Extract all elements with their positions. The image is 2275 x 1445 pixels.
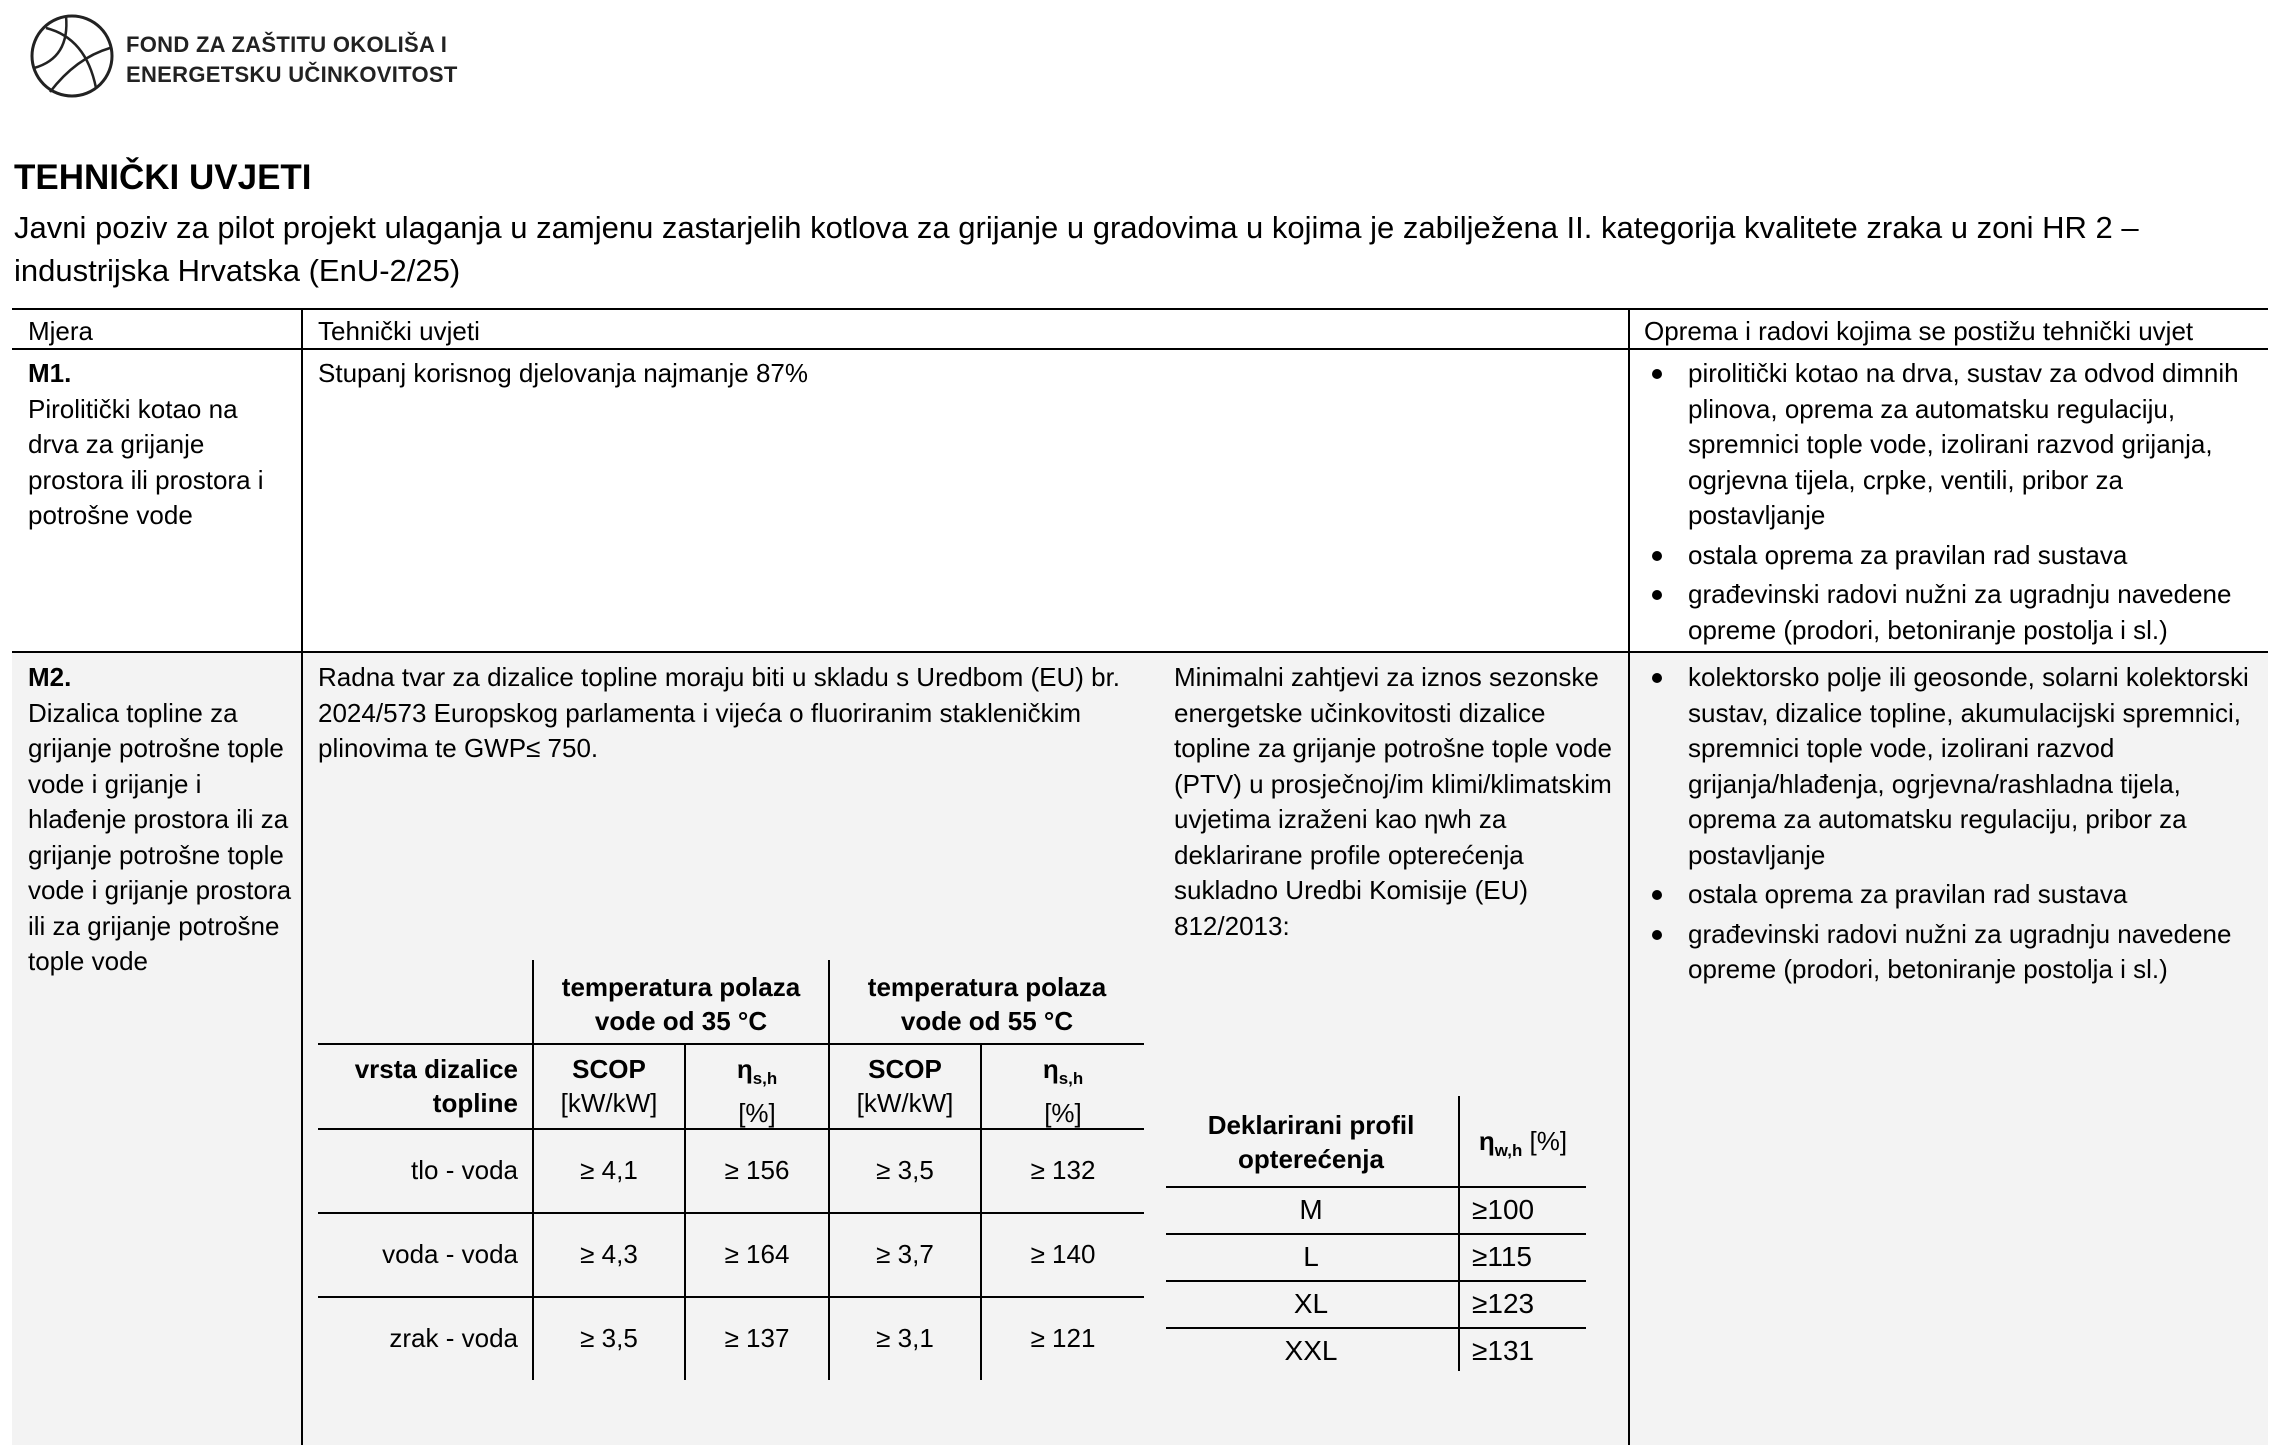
header-heat-pump-type: vrsta dizalice topline [354,1054,518,1118]
list-item: ostala oprema za pravilan rad sustava [1644,538,2264,574]
list-item: kolektorsko polje ili geosonde, solarni kolektorski sustav, dizalice topline, akumulacijski spremnici, spremnici tople vode, izolirani razvod grijanja/hlađenja, ogrjevna/rashladna tijela, oprema za automatsku regulaciju, pribor za postavljanje [1644,660,2264,873]
header-measure: Mjera [28,316,94,346]
group-header-35: temperatura polaza vode od 35 °C [561,972,801,1036]
header-equipment: Oprema i radovi kojima se postižu tehnički uvjet [1644,316,2194,346]
list-item: ostala oprema za pravilan rad sustava [1644,877,2264,913]
fund-logo-icon [26,8,122,104]
m2-condition-right: Minimalni zahtjevi za iznos sezonske energetske učinkovitosti dizalice topline za grijanje potrošne tople vode (PTV) u prosječnoj/im klimi/klimatskim uvjetima izraženi kao ηwh za deklarirane profile opterećenja sukladno Uredbi Komisije (EU) 812/2013: [1174,662,1612,941]
m2-name: Dizalica topline za grijanje potrošne tople vode i grijanje i hlađenje prostora ili za grijanje potrošne tople vode i grijanje prostora ili za grijanje potrošne tople vode [28,697,292,976]
row-m2-measure [28,660,296,980]
fund-logo [26,8,476,108]
row-m2-equipment [1644,660,2264,992]
m2-code: M2. [28,662,72,692]
m1-name: Pirolitički kotao na drva za grijanje prostora ili prostora i potrošne vode [28,393,264,530]
m1-condition: Stupanj korisnog djelovanja najmanje 87% [318,358,808,388]
org-name-line2: ENERGETSKU UČINKOVITOST [126,62,458,87]
technical-conditions-table: Mjera Tehnički uvjeti Oprema i radovi kojima se postižu tehnički uvjet M1. Pirolitički kotao na drva za grijanje prostora ili prostora i potrošne vode Stupanj korisnog djelovanja najmanje 87% pirolitički kotao na drva, sustav za odvod dimnih plinova, oprema za automatsku regulaciju, spremnici tople vode, izolirani razvod grijanja, ogrjevna tijela, crpke, ventili, pribor za postavljanje ostala oprema za pravilan rad sustava građevinski radovi nužni za ugradnju navedene opreme (prodori, betoniranje postolja i sl.) M2. Dizalica topline za grijanje potrošne tople vode i grijanje i hlađenje prostora ili za grijanje potrošne tople vode i grijanje prostora ili za grijanje potrošne tople vode Radna tvar za dizalice topline moraju biti u skladu s Uredbom (EU) br. 2024/573 Europskog parlamenta i vijeća o fluoriranim stakleničkim plinovima te GWP≤ 750. Minimalni zahtjevi za iznos sezonske energetske učinkovitosti dizalice topline za grijanje potrošne tople vode (PTV) u prosječnoj/im klimi/klimatskim uvjetima izraženi kao ηwh za deklarirane profile opterećenja sukladno Uredbi Komisije (EU) 812/2013: kolektorsko polje ili geosonde, solarni kolektorski sustav, dizalice topline, akumulacijski spremnici, spremnici tople vode, izolirani razvod grijanja/hlađenja, ogrjevna/rashladna tijela, oprema za automatsku regulaciju, pribor za postavljanje ostala oprema za pravilan rad sustava građevinski radovi nužni za ugradnju navedene opreme (prodori, betoniranje postolja i sl.) temperatura polaza vode od 35 °C temperatura polaza vode od 55 °C vrsta dizalice topline SCOP [kW/kW] $\eta_{s,h}$ [%] SCOP [kW/kW] $\eta_{s,h}$ [%] tlo - voda ≥ 4,1 ≥ 156 ≥ 3,5 ≥ 132 voda - voda ≥ 4,3 ≥ 164 ≥ 3,7 ≥ 140 zrak - voda ≥ 3,5 ≥ 137 ≥ 3,1 ≥ 121 Deklarirani profil opterećenja $\eta_{w,h}$ [%] M ≥100 L ≥115 XL ≥123 XXL ≥131 [12,308,2268,1445]
header-eta-35: $\eta_{s,h}$ [%] [736,1054,778,1129]
m1-code: M1. [28,358,72,388]
header-scop-55: SCOP [kW/kW] [856,1054,954,1118]
list-item: građevinski radovi nužni za ugradnju navedene opreme (prodori, betoniranje postolja i sl.) [1644,577,2264,648]
header-load-profile: Deklarirani profil opterećenja [1207,1110,1415,1174]
row-m1-measure [28,356,288,534]
org-name [126,30,458,90]
document-title: TEHNIČKI UVJETI [14,158,312,197]
list-item: pirolitički kotao na drva, sustav za odvod dimnih plinova, oprema za automatsku regulaciju, spremnici tople vode, izolirani razvod grijanja, ogrjevna tijela, crpke, ventili, pribor za postavljanje [1644,356,2264,534]
header-conditions: Tehnički uvjeti [318,316,480,346]
group-header-55: temperatura polaza vode od 55 °C [867,972,1107,1036]
header-scop-35: SCOP [kW/kW] [560,1054,658,1118]
document-subtitle: Javni poziv za pilot projekt ulaganja u zamjenu zastarjelih kotlova za grijanje u gradovima u kojima je zabilježena II. kategorija kvalitete zraka u zoni HR 2 – industrijska Hrvatska (EnU-2/25) [14,210,2139,288]
list-item: građevinski radovi nužni za ugradnju navedene opreme (prodori, betoniranje postolja i sl.) [1644,917,2264,988]
org-name-line1: FOND ZA ZAŠTITU OKOLIŠA I [126,32,448,57]
header-eta-wh: $\eta_{w,h}$ [%] [1478,1126,1568,1161]
header-eta-55: $\eta_{s,h}$ [%] [1042,1054,1084,1129]
row-m1-equipment [1644,356,2264,652]
m2-condition-left: Radna tvar za dizalice topline moraju biti u skladu s Uredbom (EU) br. 2024/573 Europskog parlamenta i vijeća o fluoriranim stakleničkim plinovima te GWP≤ 750. [318,662,1121,763]
